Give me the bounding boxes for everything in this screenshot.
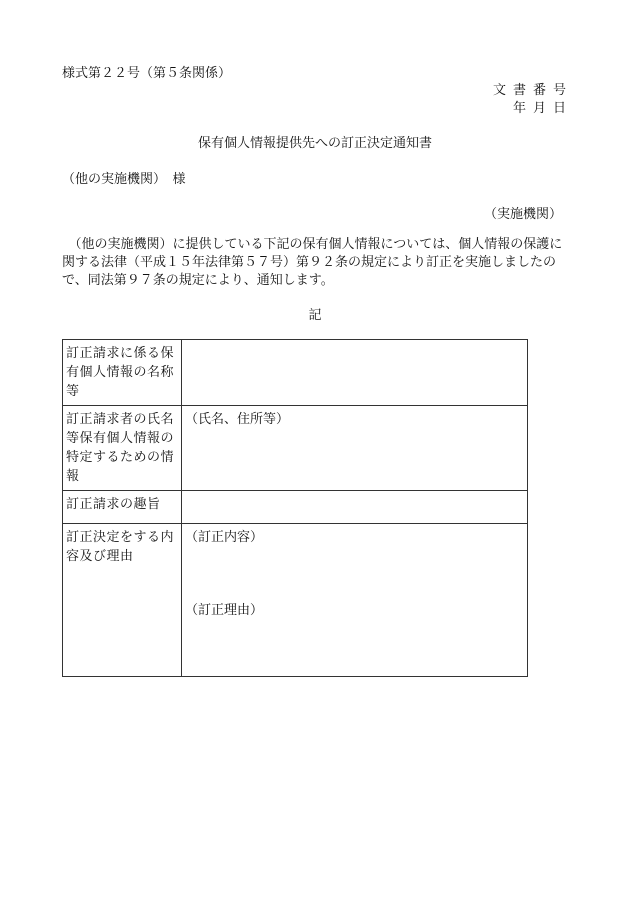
requester-info-note: （氏名、住所等） [185,412,290,427]
table-row [63,524,528,677]
row-value-information-name [182,340,528,406]
table-row [63,406,528,491]
row-label-information-name: 訂正請求に係る保有個人情報の名称等 [63,340,182,406]
correction-reason-note: （訂正理由） [185,603,264,618]
row-label-request-purpose: 訂正請求の趣旨 [63,491,182,524]
document-number-label: 文書番号 [492,83,573,98]
row-value-requester-info [182,406,528,491]
date-label: 年月日 [512,101,573,116]
document-meta [492,82,573,118]
table-row [63,340,528,406]
body-text [62,236,572,290]
row-label-requester-info: 訂正請求者の氏名等保有個人情報の特定するための情報 [63,406,182,491]
form-number: 様式第２２号（第５条関係） [62,66,232,81]
issuing-agency: （実施機関） [483,207,562,222]
row-value-request-purpose [182,491,528,524]
body-paragraph: （他の実施機関）に提供している下記の保有個人情報については、個人情報の保護に関する法律（平成１５年法律第５７号）第９２条の規定により訂正を実施しましたので、同法第９７条の規定により、通知します。 [62,237,563,288]
ki-heading: 記 [308,308,322,323]
correction-content-note: （訂正内容） [185,530,264,545]
addressee: （他の実施機関） 様 [62,172,186,187]
row-value-decision-content [182,524,528,677]
table-row [63,491,528,524]
document-title: 保有個人情報提供先への訂正決定通知書 [197,136,432,151]
detail-table [62,339,528,677]
row-label-decision-content: 訂正決定をする内容及び理由 [63,524,182,677]
